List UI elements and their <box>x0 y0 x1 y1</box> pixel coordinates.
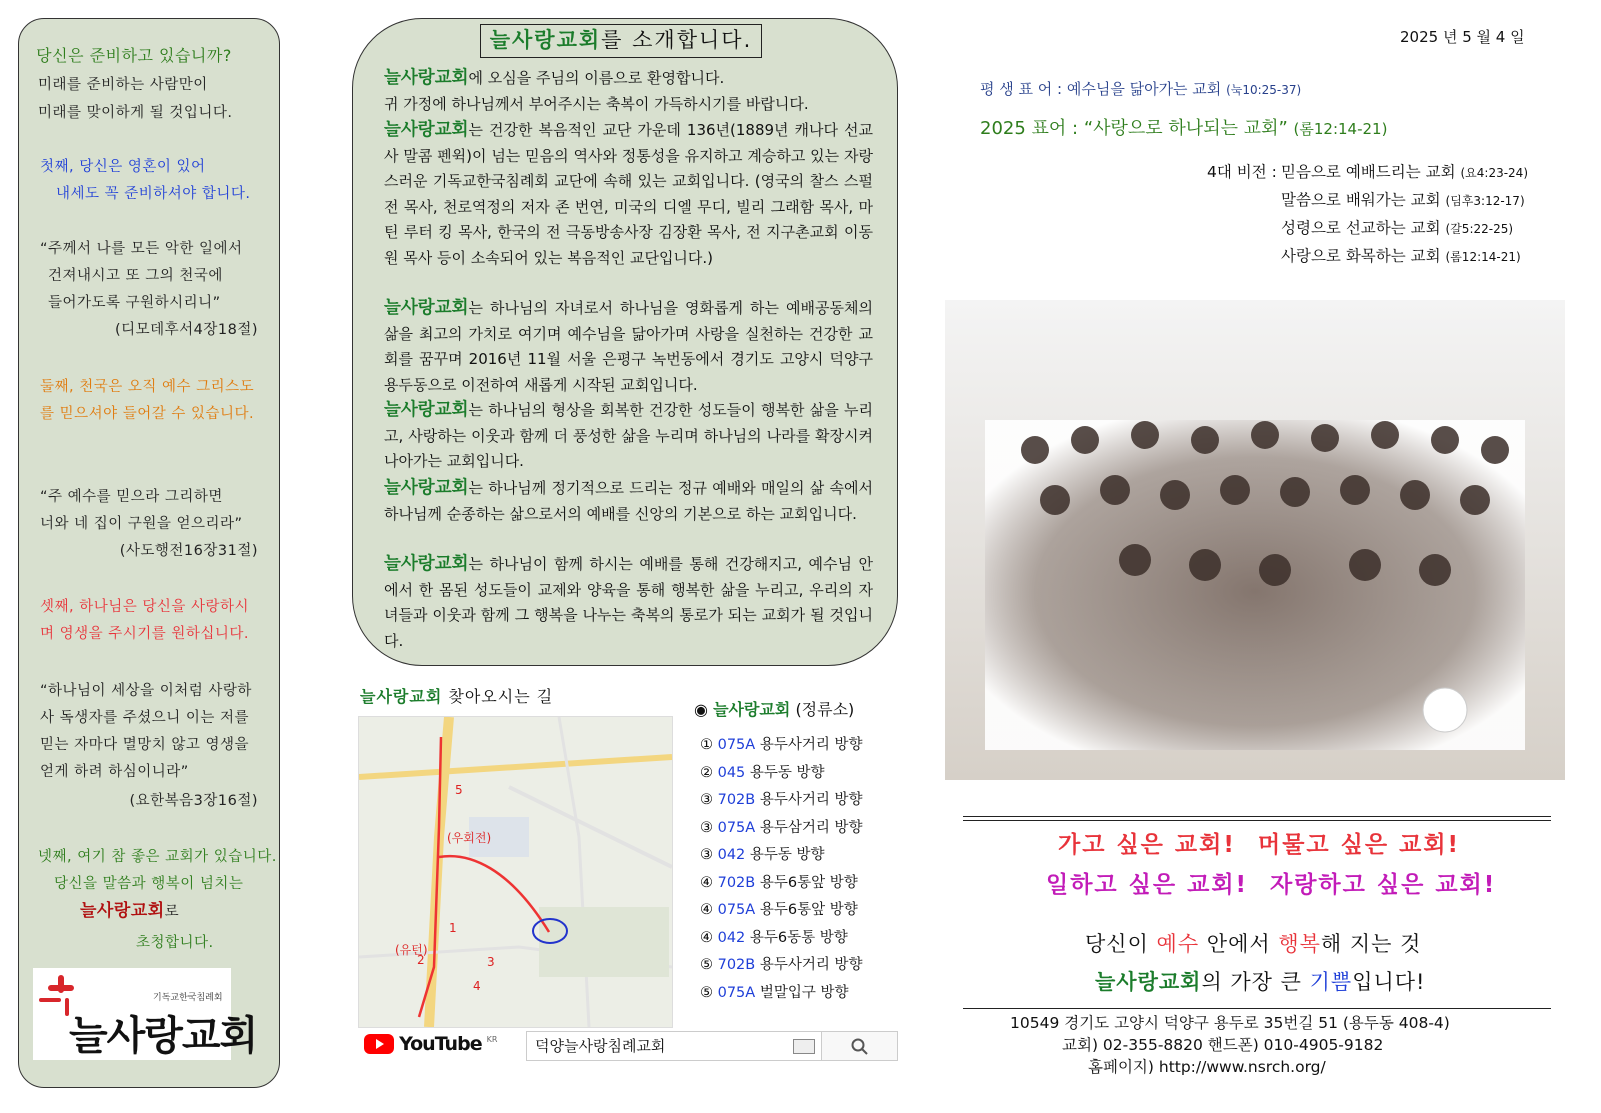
vision-ref: (딤후3:12-17) <box>1445 194 1525 208</box>
bus-route-row <box>700 816 863 837</box>
bus-direction: 벌말입구 방향 <box>759 984 849 1001</box>
question-heading: 당신은 준비하고 있습니까? <box>36 46 232 65</box>
verse-2-line-1: “주 예수를 믿으라 그리하면 <box>40 489 223 505</box>
bus-direction: 용두동 방향 <box>749 847 825 863</box>
lifetime-motto-text: 평 생 표 어 : 예수님을 닮아가는 교회 <box>980 80 1222 98</box>
church-name: 늘사랑교회 <box>384 120 469 140</box>
bus-stop-church: 늘사랑교회 <box>713 700 791 719</box>
fourth-line-4: 초청합니다. <box>136 935 214 951</box>
verse-1-line-2: 건져내시고 또 그의 천국에 <box>48 268 223 284</box>
verse-2-ref: (사도행전16장31절) <box>119 543 258 559</box>
bus-route-row <box>700 761 825 782</box>
p3-text: 는 하나님의 자녀로서 하나님을 영화롭게 하는 예배공동체의 삶을 최고의 가치로 여기며 예수님을 닮아가며 사랑을 실천하는 건강한 교회를 꿈꾸며 2016년 11월 서울 은평구 녹번동에서 경기도 고양시 덕양구 용두동으로 이전하여 새롭게 시작된 교회입니다. <box>384 299 873 394</box>
tagline-2-church: 늘사랑교회 <box>1095 970 1202 994</box>
verse-1-line-3: 들어가도록 구원하시리니” <box>48 295 221 311</box>
bus-route-row <box>700 843 825 864</box>
vision-ref: (갈5:22-25) <box>1445 222 1514 236</box>
bus-route-number: 075A <box>717 819 756 836</box>
map-marker-4: 4 <box>473 979 481 993</box>
vision-item <box>1281 244 1521 266</box>
vision-label: 4대 비전 : <box>1207 163 1277 181</box>
p5-text: 는 하나님께 정기적으로 드리는 정규 예배와 매일의 삶 속에서 하나님께 순종하는 삶으로서의 예배를 신앙의 기본으로 하는 교회입니다. <box>384 479 873 523</box>
bus-route-row <box>700 871 858 892</box>
bus-route-number: 042 <box>717 847 746 863</box>
bus-direction: 용두6통앞 방향 <box>759 902 858 918</box>
slogan-1b: 머물고 싶은 교회! <box>1258 832 1461 858</box>
vision-text: 말씀으로 배워가는 교회 <box>1281 191 1441 209</box>
youtube-play-icon <box>364 1033 394 1055</box>
bus-direction: 용두동 방향 <box>749 764 825 781</box>
congregation-photo <box>945 300 1565 780</box>
p1-text: 에 오심을 주님의 이름으로 환영합니다. <box>468 69 725 87</box>
tagline-1 <box>1085 928 1421 958</box>
p4-text: 는 하나님의 형상을 회복한 건강한 성도들이 행복한 삶을 누리고, 사랑하는 이웃과 함께 더 풍성한 삶을 누리며 하나님의 나라를 확장시켜 나아가는 교회입니다. <box>384 401 873 470</box>
bus-stop-number: ③ <box>700 847 713 863</box>
bus-route-row <box>700 898 858 919</box>
intro-paragraph-6 <box>384 552 873 654</box>
radio-icon: ◉ <box>694 700 708 719</box>
youtube-search-input[interactable] <box>526 1031 822 1061</box>
verse-1 <box>40 236 268 344</box>
intro-paragraph-2 <box>384 118 873 271</box>
map-graphic <box>359 717 672 1027</box>
first-line-1: 첫째, 당신은 영혼이 있어 <box>40 159 206 175</box>
lifetime-motto <box>980 78 1301 99</box>
tagline-1-happy: 행복 <box>1278 932 1321 956</box>
bus-route-number: 042 <box>717 929 746 946</box>
intro-title <box>480 24 762 58</box>
bus-stop-number: ① <box>700 737 713 753</box>
bus-stop-number: ② <box>700 764 713 781</box>
bus-route-row <box>700 788 863 809</box>
bus-route-row <box>700 733 863 754</box>
vision-ref: (요4:23-24) <box>1460 166 1529 180</box>
p1-line-2: 귀 가정에 하나님께서 부어주시는 축복이 가득하시기를 바랍니다. <box>384 94 809 113</box>
bus-route-number: 702B <box>717 874 756 891</box>
year-motto-text: 2025 표어 : “사랑으로 하나되는 교회” <box>980 118 1288 139</box>
slogan-2a: 일하고 싶은 교회! <box>1046 872 1249 898</box>
bus-route-row <box>700 926 848 947</box>
map-marker-5: 5 <box>455 783 463 797</box>
keyboard-icon[interactable] <box>793 1039 815 1054</box>
bus-route-number: 075A <box>717 737 756 753</box>
vision-item <box>1281 160 1528 182</box>
bus-direction: 용두사거리 방향 <box>759 957 863 973</box>
bus-route-row <box>700 953 863 974</box>
fourth-point <box>38 844 277 957</box>
directions-title <box>360 684 553 707</box>
tagline-2-a: 의 가장 큰 <box>1201 970 1310 994</box>
bus-stop-number: ⑤ <box>700 984 713 1001</box>
bus-route-number: 075A <box>717 984 756 1001</box>
divider-top <box>963 816 1551 817</box>
tagline-1-jesus: 예수 <box>1156 932 1200 956</box>
directions-text: 찾아오시는 길 <box>448 687 554 706</box>
church-logo <box>33 968 258 1060</box>
tagline-2-b: 입니다! <box>1352 970 1426 994</box>
map-label-uturn: (유턴) <box>395 943 428 957</box>
map-marker-1: 1 <box>449 921 457 935</box>
church-name: 늘사랑교회 <box>384 298 469 318</box>
fourth-suffix: 로 <box>164 904 180 920</box>
question-title <box>20 42 248 69</box>
bus-stop-number: ③ <box>700 819 713 836</box>
bus-stop-number: ④ <box>700 902 713 918</box>
verse-2 <box>40 484 268 565</box>
tagline-1-c: 해 지는 것 <box>1320 932 1422 956</box>
first-line-2: 내세도 꼭 준비하셔야 합니다. <box>56 186 251 202</box>
tagline-1-a: 당신이 <box>1085 932 1157 956</box>
bus-stop-title <box>694 697 854 720</box>
slogan-2b: 자랑하고 싶은 교회! <box>1270 872 1497 898</box>
logo-subtitle: 기독교한국침례회 <box>153 993 223 1003</box>
search-icon <box>850 1037 870 1057</box>
verse-2-line-2: 너와 네 집이 구원을 얻으리라” <box>40 516 243 532</box>
bus-route-number: 045 <box>717 764 746 781</box>
p2-text: 는 건강한 복음적인 교단 가운데 136년(1889년 캐나다 선교사 말콤 펜윅)이 넘는 믿음의 역사와 정통성을 유지하고 계승하고 있는 자랑스러운 기독교한국침례회 교단에 속해 있는 교회입니다. (영국의 찰스 스펄전 목사, 천로역정의 저자 존 번연, 미국의 디엘 무디, 빌리 그래함 목사, 마틴 루터 킹 목사, 한국의 전 극동방송사장 김장환 목사, 전 지구촌교회 이동원 목사 등이 소속되어 있는 복음적인 교단입니다.) <box>384 121 873 267</box>
vision-text: 성령으로 선교하는 교회 <box>1281 219 1441 237</box>
church-phone: 교회) 02-355-8820 핸드폰) 010-4905-9182 <box>1062 1036 1384 1054</box>
church-address: 10549 경기도 고양시 덕양구 용두로 35번길 51 (용두동 408-4) <box>1010 1014 1450 1032</box>
bus-stop-number: ④ <box>700 874 713 891</box>
bus-stop-suffix: (정류소) <box>795 700 855 719</box>
logo-text: 늘사랑교회 <box>69 1013 258 1059</box>
church-name: 늘사랑교회 <box>384 400 469 420</box>
tagline-2-joy: 기쁨 <box>1309 970 1353 994</box>
second-point: 둘째, 천국은 오직 예수 그리스도를 믿으셔야 들어갈 수 있습니다. <box>40 379 255 422</box>
divider-bottom <box>963 1008 1551 1009</box>
intro-paragraph-1 <box>384 66 873 117</box>
verse-3: “하나님이 세상을 이처럼 사랑하사 독생자를 주셨으니 이는 저를 믿는 자마다 멸망치 않고 영생을 얻게 하려 하심이니라” <box>40 683 252 780</box>
bus-route-number: 702B <box>717 957 756 973</box>
bus-route-number: 075A <box>717 902 756 918</box>
youtube-text: YouTube <box>399 1033 482 1055</box>
youtube-kr: KR <box>486 1035 498 1045</box>
bus-direction: 용두6동통 방향 <box>749 929 848 946</box>
youtube-logo[interactable] <box>364 1033 497 1061</box>
bus-route-number: 702B <box>717 792 756 808</box>
first-point <box>40 154 268 208</box>
search-text: 덕양늘사랑침례교회 <box>535 1037 666 1055</box>
tagline-1-b: 안에서 <box>1199 932 1279 956</box>
map-marker-2: 2 <box>417 953 425 967</box>
question-line-1: 미래를 준비하는 사람만이 <box>38 77 208 93</box>
bus-stop-number: ③ <box>700 792 713 808</box>
lifetime-motto-ref: (눅10:25-37) <box>1226 83 1302 97</box>
group-photo-image <box>945 300 1565 780</box>
map-label-turn-right: (우회전) <box>447 831 492 845</box>
fourth-church-name: 늘사랑교회 <box>80 901 165 921</box>
intro-paragraph-5 <box>384 476 873 527</box>
intro-paragraph-4 <box>384 398 873 475</box>
intro-paragraph-3 <box>384 296 873 398</box>
tagline-2 <box>1095 966 1425 996</box>
search-button[interactable] <box>822 1031 898 1061</box>
bulletin-date: 2025 년 5 월 4 일 <box>1400 28 1525 46</box>
vision-text: 믿음으로 예배드리는 교회 <box>1281 163 1456 181</box>
verse-1-ref: (디모데후서4장18절) <box>114 322 258 338</box>
directions-church: 늘사랑교회 <box>360 687 443 706</box>
church-name: 늘사랑교회 <box>384 554 469 574</box>
fourth-line-2: 당신을 말씀과 행복이 넘치는 <box>54 876 244 892</box>
vision-item <box>1281 216 1513 238</box>
map-marker-3: 3 <box>487 955 495 969</box>
church-name: 늘사랑교회 <box>384 478 469 498</box>
vision-text: 사랑으로 화목하는 교회 <box>1281 247 1441 265</box>
bus-direction: 용두사거리 방향 <box>759 737 863 753</box>
church-homepage[interactable]: 홈페이지) http://www.nsrch.org/ <box>1088 1058 1326 1076</box>
intro-title-church: 늘사랑교회 <box>489 28 602 52</box>
church-name: 늘사랑교회 <box>384 68 469 88</box>
bus-route-row <box>700 981 848 1002</box>
verse-3-ref: (요한복음3장16절) <box>129 793 258 809</box>
bus-direction: 용두사거리 방향 <box>759 792 863 808</box>
bus-direction: 용두6통앞 방향 <box>759 874 858 891</box>
year-motto <box>980 114 1387 140</box>
slogan-1a: 가고 싶은 교회! <box>1058 832 1236 858</box>
fourth-line-1: 넷째, 여기 참 좋은 교회가 있습니다. <box>38 849 277 865</box>
vision-item <box>1281 188 1525 210</box>
location-map[interactable] <box>358 716 673 1028</box>
bus-direction: 용두삼거리 방향 <box>759 819 863 836</box>
verse-1-line-1: “주께서 나를 모든 악한 일에서 <box>40 241 243 257</box>
bus-stop-number: ⑤ <box>700 957 713 973</box>
year-motto-ref: (롬12:14-21) <box>1293 120 1388 138</box>
p6-text: 는 하나님이 함께 하시는 예배를 통해 건강해지고, 예수님 안에서 한 몸된 성도들이 교제와 양육을 통해 행복한 삶을 누리고, 우리의 자녀들과 이웃과 함께 그 행복을 나누는 축복의 통로가 되는 교회가 될 것입니다. <box>384 555 873 650</box>
question-body <box>38 72 266 127</box>
intro-title-rest: 를 소개합니다. <box>601 28 753 52</box>
third-point: 셋째, 하나님은 당신을 사랑하시며 영생을 주시기를 원하십니다. <box>40 599 250 642</box>
divider-top-2 <box>963 820 1551 821</box>
vision-ref: (롬12:14-21) <box>1445 250 1521 264</box>
bus-stop-number: ④ <box>700 929 713 946</box>
question-line-2: 미래를 맞이하게 될 것입니다. <box>38 105 233 121</box>
